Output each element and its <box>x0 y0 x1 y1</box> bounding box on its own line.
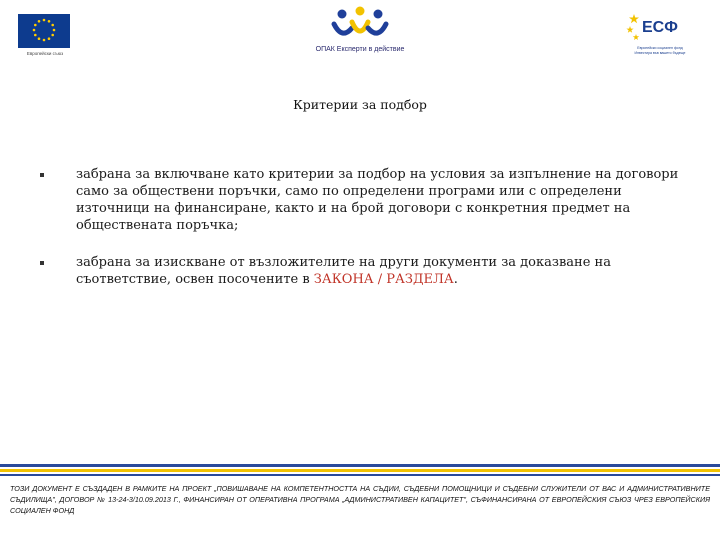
esf-caption-line2: Инвестира във вашето бъдеще <box>634 51 686 55</box>
esf-caption <box>620 46 700 56</box>
bullet-list <box>40 166 680 308</box>
bullet-item <box>40 254 680 288</box>
esf-caption-line1: Европейски социален фонд <box>637 46 683 50</box>
eu-stars-icon <box>18 14 70 48</box>
esf-stars-icon <box>624 10 688 44</box>
bullet-square-icon <box>40 173 44 177</box>
footer-stripe-decoration <box>0 462 720 480</box>
esf-logo <box>624 10 688 44</box>
esf-text: ЕСФ <box>642 19 678 36</box>
opak-logo <box>330 6 390 44</box>
bullet-text: забрана за включване като критерии за подбор на условия за изпълнение на договори само за обществени поръчки, само по определени програми или с определени източници на финансиране, както и на брой договори с конкретния предмет на обществената поръчка; <box>76 167 679 233</box>
bullet-text: забрана за изискване от възложителите на други документи за доказване на съответствие, освен посочените в <box>76 255 611 287</box>
footer-stripes <box>0 462 720 480</box>
slide-title: Критерии за подбор <box>293 97 427 112</box>
law-section-highlight: ЗАКОНА / РАЗДЕЛА <box>313 272 454 287</box>
eu-caption: Европейски съюз <box>26 51 64 56</box>
bullet-square-icon <box>40 261 44 265</box>
footer-disclaimer: ТОЗИ ДОКУМЕНТ Е СЪЗДАДЕН В РАМКИТЕ НА ПРОЕКТ „ПОВИШАВАНЕ НА КОМПЕТЕНТНОСТТА НА СЪДИИ, СЪДЕБНИ ПОМОЩНИЦИ И СЪДЕБНИ СЛУЖИТЕЛИ ОТ ВАС И АДМИНИСТРАТИВНИТЕ СЪДИЛИЩА", ДОГОВОР № 13-24-3/10.09.2013 Г., ФИНАНСИРАН ОТ ОПЕРАТИВНА ПРОГРАМА „АДМИНИСТРАТИВЕН КАПАЦИТЕТ", СЪФИНАНСИРАНА ОТ ЕВРОПЕЙСКИЯ СЪЮЗ ЧРЕЗ ЕВРОПЕЙСКИЯ СОЦИАЛЕН ФОНД <box>10 484 710 515</box>
opak-figures-icon <box>330 6 390 44</box>
bullet-text-end: . <box>453 272 458 287</box>
bullet-item <box>40 166 680 234</box>
eu-flag-logo <box>18 14 70 48</box>
opak-caption: ОПАК Експерти в действие <box>315 46 405 53</box>
